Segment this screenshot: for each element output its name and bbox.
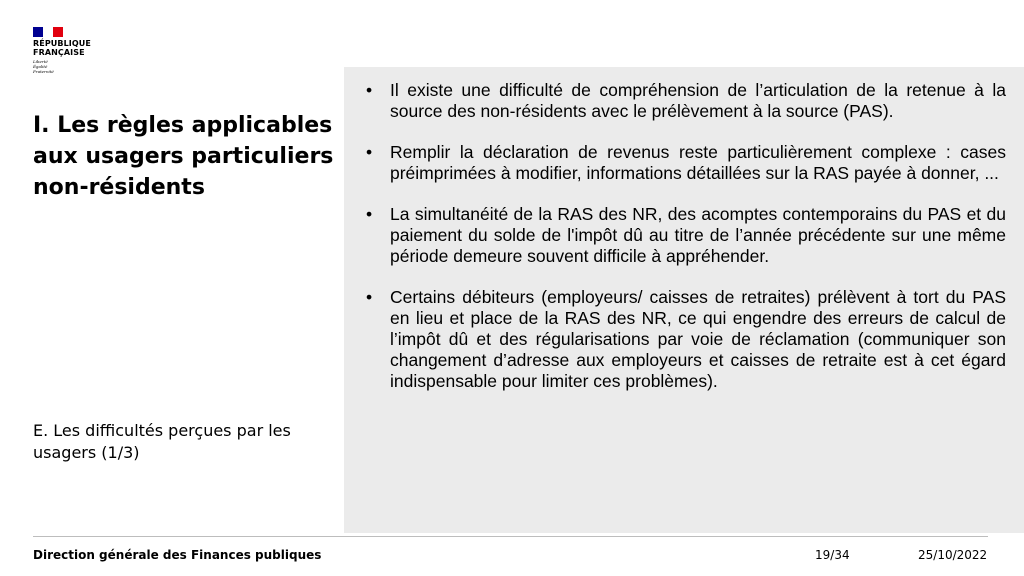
logo-motto: Liberté Égalité Fraternité (33, 59, 54, 74)
bullet-item (366, 80, 1006, 122)
bullet-icon: • (366, 80, 373, 100)
page-number: 19/34 (815, 548, 850, 562)
flag-icon (33, 27, 63, 37)
content-panel (344, 67, 1024, 533)
bullet-item (366, 142, 1006, 184)
republique-francaise-logo (33, 27, 123, 74)
footer-divider (33, 536, 988, 537)
section-subtitle: E. Les difficultés perçues par les usagers (1/3) (33, 421, 291, 462)
bullet-text: Remplir la déclaration de revenus reste particulièrement complexe : cases préimprimées à modifier, informations détaillées sur la RAS payée à donner, ... (390, 142, 1006, 183)
bullet-item (366, 287, 1006, 392)
bullet-item (366, 204, 1006, 267)
bullet-icon: • (366, 287, 373, 307)
footer-date: 25/10/2022 (918, 548, 988, 562)
bullet-text: La simultanéité de la RAS des NR, des acomptes contemporains du PAS et du paiement du solde de l'impôt dû au titre de l’année précédente sur une même période demeure souvent difficile à appréhender. (390, 204, 1006, 266)
footer-organization: Direction générale des Finances publiques (33, 548, 322, 562)
logo-wordmark: RÉPUBLIQUE FRANÇAISE (33, 39, 91, 57)
bullet-icon: • (366, 142, 373, 162)
bullet-icon: • (366, 204, 373, 224)
bullet-list (366, 80, 1006, 412)
slide-title: I. Les règles applicables aux usagers particuliers non-résidents (33, 113, 334, 200)
bullet-text: Certains débiteurs (employeurs/ caisses de retraites) prélèvent à tort du PAS en lieu et place de la RAS des NR, ce qui engendre des erreurs de calcul de l’impôt dû et des régularisations par voie de réclamation (communiquer son changement d’adresse aux employeurs et caisses de retraite est à cet égard indispensable pour limiter ces problèmes). (390, 287, 1006, 391)
bullet-text: Il existe une difficulté de compréhension de l’articulation de la retenue à la source des non-résidents avec le prélèvement à la source (PAS). (390, 80, 1006, 121)
